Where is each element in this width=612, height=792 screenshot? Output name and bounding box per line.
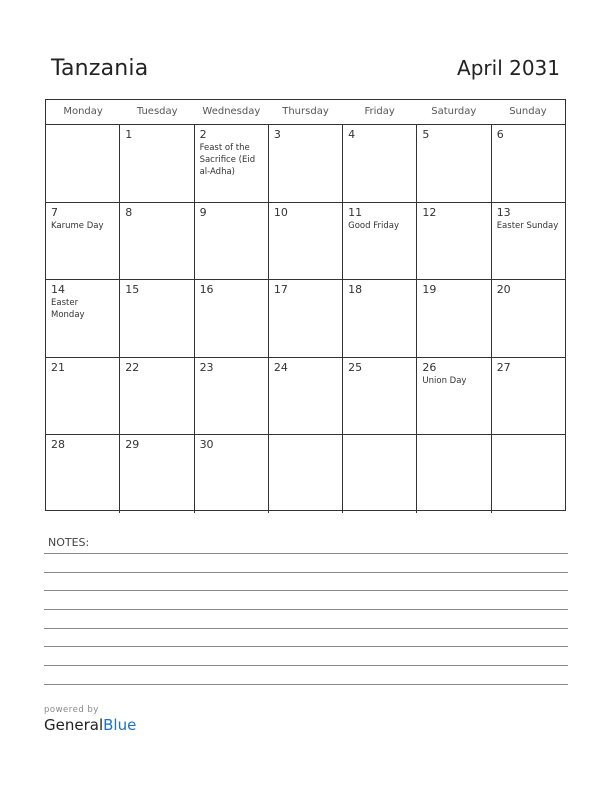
weekday-saturday: Saturday <box>431 106 477 117</box>
day-cell <box>417 435 491 513</box>
brand-blue: Blue <box>103 716 137 734</box>
day-cell <box>417 203 491 280</box>
day-number: 20 <box>496 283 511 297</box>
notes-line <box>44 665 568 666</box>
day-cell <box>343 280 417 357</box>
weekday-sunday: Sunday <box>509 106 547 117</box>
day-cell <box>492 280 565 357</box>
day-cell <box>195 435 269 513</box>
day-number: 16 <box>199 283 214 297</box>
notes-label: NOTES: <box>48 536 90 549</box>
day-number: 6 <box>496 128 504 141</box>
day-cell <box>120 280 194 357</box>
day-number: 19 <box>422 283 437 297</box>
day-cell <box>120 125 194 202</box>
day-cell <box>46 280 120 357</box>
day-cell <box>417 125 491 202</box>
weekday-thursday: Thursday <box>282 106 329 117</box>
day-number: 10 <box>273 205 288 219</box>
day-number: 27 <box>496 360 511 374</box>
country-title: Tanzania <box>51 56 149 81</box>
day-cell <box>195 125 269 202</box>
month-title: April 2031 <box>457 56 560 80</box>
day-cell <box>269 280 343 357</box>
day-number: 12 <box>422 205 437 219</box>
day-cell <box>492 358 565 435</box>
day-number: 30 <box>199 438 214 452</box>
brand-logo <box>44 716 136 734</box>
holiday-label: Easter Sunday <box>496 220 559 231</box>
day-cell <box>492 125 565 202</box>
day-number: 26 <box>422 360 437 374</box>
day-cell <box>417 358 491 435</box>
day-cell <box>120 435 194 513</box>
day-number: 24 <box>273 360 288 374</box>
day-cell <box>120 358 194 435</box>
day-cell <box>46 203 120 280</box>
day-number: 11 <box>348 205 363 219</box>
day-number: 18 <box>348 283 363 297</box>
day-number: 14 <box>51 283 65 297</box>
notes-line <box>44 628 568 629</box>
day-cell <box>195 280 269 357</box>
day-number: 5 <box>422 128 430 141</box>
notes-line <box>44 684 568 685</box>
day-cell <box>269 358 343 435</box>
day-number: 8 <box>125 205 133 219</box>
day-cell <box>269 125 343 202</box>
day-cell <box>46 358 120 435</box>
holiday-label: Feast of the Sacrifice (Eid al-Adha) <box>199 143 256 177</box>
notes-line <box>44 646 568 647</box>
powered-by-text: powered by <box>44 705 99 715</box>
day-number: 7 <box>51 205 58 219</box>
day-cell <box>269 203 343 280</box>
holiday-label: Union Day <box>422 375 467 386</box>
weekday-wednesday: Wednesday <box>202 106 261 117</box>
day-cell <box>195 358 269 435</box>
day-number: 15 <box>125 283 140 297</box>
day-cell <box>492 435 565 513</box>
notes-line <box>44 590 568 591</box>
calendar-grid <box>45 99 566 511</box>
day-number: 9 <box>199 205 207 219</box>
holiday-label: Good Friday <box>348 220 399 231</box>
week-row <box>46 125 565 203</box>
day-number: 21 <box>51 360 65 374</box>
week-row <box>46 280 565 358</box>
day-cell <box>343 358 417 435</box>
holiday-label: Karume Day <box>51 220 104 231</box>
day-number: 2 <box>199 128 207 141</box>
weekday-header <box>46 100 565 125</box>
day-cell <box>195 203 269 280</box>
week-row <box>46 203 565 281</box>
footer-brand <box>44 705 136 734</box>
day-number: 22 <box>125 360 140 374</box>
notes-line <box>44 572 568 573</box>
day-cell <box>417 280 491 357</box>
day-number: 23 <box>199 360 214 374</box>
brand-general: General <box>44 716 104 734</box>
weekday-tuesday: Tuesday <box>136 106 178 117</box>
weekday-friday: Friday <box>364 106 395 117</box>
week-row <box>46 435 565 513</box>
day-number: 29 <box>125 438 140 452</box>
day-number: 4 <box>348 128 356 141</box>
notes-line <box>44 609 568 610</box>
day-number: 17 <box>273 283 288 297</box>
day-number: 13 <box>496 205 511 219</box>
day-cell <box>343 435 417 513</box>
day-cell <box>492 203 565 280</box>
day-cell <box>46 125 120 202</box>
day-cell <box>120 203 194 280</box>
day-cell <box>343 203 417 280</box>
day-number: 3 <box>273 128 281 141</box>
day-number: 1 <box>125 128 133 141</box>
weeks-container <box>46 125 565 513</box>
notes-line <box>44 553 568 554</box>
day-number: 25 <box>348 360 363 374</box>
week-row <box>46 358 565 436</box>
day-cell <box>269 435 343 513</box>
weekday-monday: Monday <box>63 106 103 117</box>
day-cell <box>46 435 120 513</box>
holiday-label: Easter Monday <box>51 298 85 321</box>
day-number: 28 <box>51 438 65 452</box>
day-cell <box>343 125 417 202</box>
